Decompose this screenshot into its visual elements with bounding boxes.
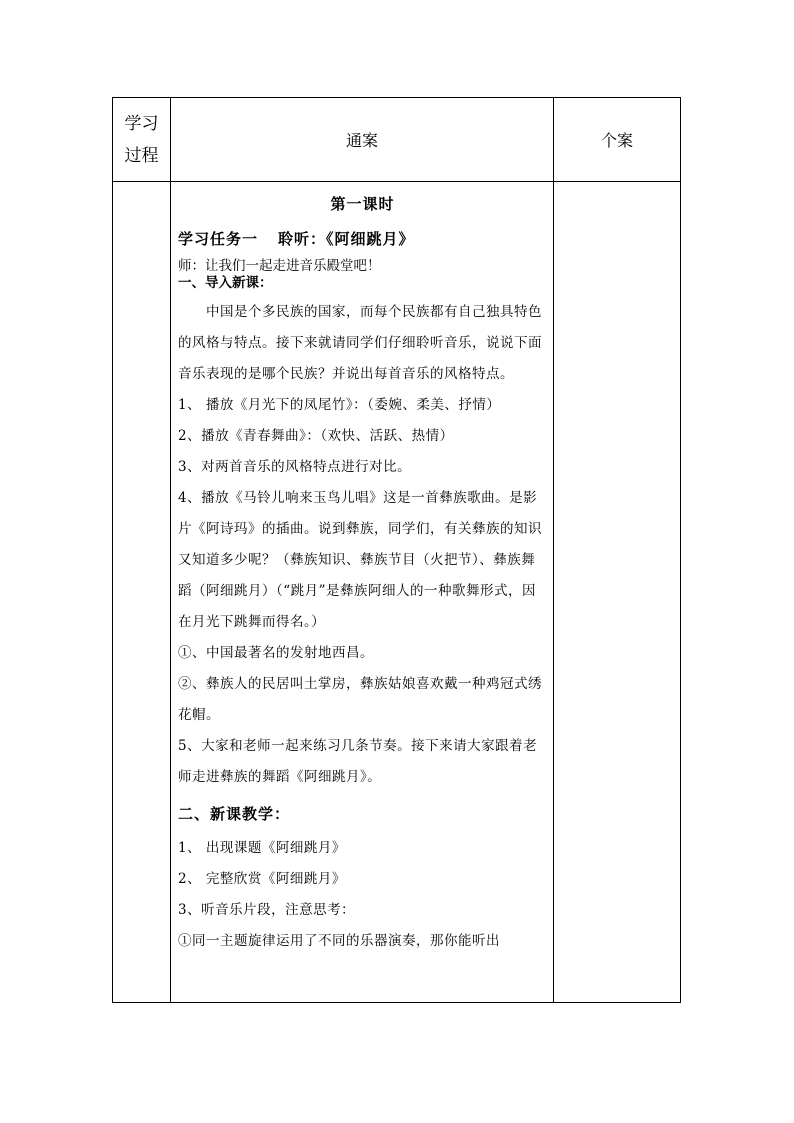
personal-plan-header: 个案 bbox=[554, 98, 681, 182]
section2-title: 二、新课教学： bbox=[178, 805, 291, 823]
list-item-2: 2、播放《青春舞曲》：（欢快、活跃、热情） bbox=[178, 428, 454, 444]
table-body-row bbox=[113, 182, 681, 1003]
task-name: 聆听：《阿细跳月》 bbox=[278, 230, 415, 248]
task-prefix: 学习任务一 bbox=[178, 230, 259, 248]
lesson-plan-table bbox=[112, 97, 681, 1003]
list-item-4: 4、播放《马铃儿响来玉鸟儿唱》这是一首彝族歌曲。是影片《阿诗玛》的插曲。说到彝族，同学们，有关彝族的知识又知道多少呢？（彝族知识、彝族节目（火把节）、彝族舞蹈（阿细跳月）（“跳月”是彝族阿细人的一种歌舞形式，因在月光下跳舞而得名。） bbox=[178, 490, 542, 630]
circle-item-2: ②、彝族人的民居叫土掌房，彝族姑娘喜欢戴一种鸡冠式绣花帽。 bbox=[178, 676, 542, 723]
new-item-4: ①同一主题旋律运用了不同的乐器演奏，那你能听出 bbox=[178, 933, 500, 949]
new-item-1: 1、 出现课题《阿细跳月》 bbox=[178, 840, 346, 856]
new-item-3: 3、听音乐片段，注意思考： bbox=[178, 902, 356, 918]
teacher-line: 师：让我们一起走进音乐殿堂吧！ bbox=[178, 258, 381, 274]
stage-header-line2: 过程 bbox=[124, 145, 159, 166]
general-plan-content bbox=[171, 182, 554, 1003]
list-item-5: 5、大家和老师一起来练习几条节奏。接下来请大家跟着老师走进彝族的舞蹈《阿细跳月》。 bbox=[178, 738, 538, 785]
table-header-row bbox=[113, 98, 681, 182]
general-plan-header: 通案 bbox=[171, 98, 554, 182]
personal-plan-content bbox=[554, 182, 681, 1003]
new-item-2: 2、 完整欣赏《阿细跳月》 bbox=[178, 871, 346, 887]
stage-body-cell bbox=[113, 182, 171, 1003]
task-title bbox=[178, 228, 547, 250]
stage-header-line1: 学习 bbox=[124, 113, 159, 134]
stage-header-cell bbox=[113, 98, 171, 182]
circle-item-1: ①、中国最著名的发射地西昌。 bbox=[178, 645, 374, 661]
section1-title: 一、导入新课： bbox=[178, 275, 273, 291]
lesson-title: 第一课时 bbox=[330, 195, 395, 213]
list-item-3: 3、对两首音乐的风格特点进行对比。 bbox=[178, 459, 412, 475]
list-item-1: 1、 播放《月光下的凤尾竹》：（委婉、柔美、抒情） bbox=[178, 397, 501, 413]
intro-paragraph: 中国是个多民族的国家，而每个民族都有自己独具特色的风格与特点。接下来就请同学们仔细聆听音乐，说说下面音乐表现的是哪个民族？并说出每首音乐的风格特点。 bbox=[178, 304, 542, 382]
